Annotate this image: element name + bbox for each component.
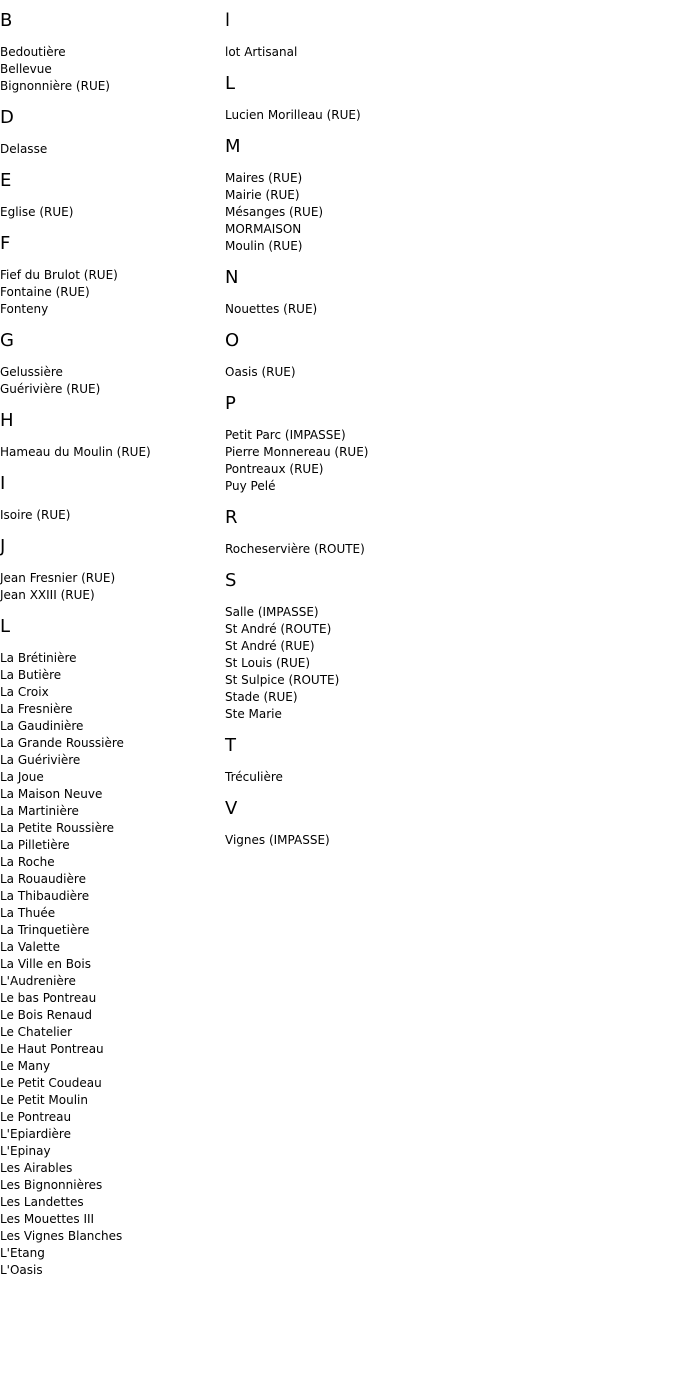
street-link[interactable]: Bedoutière [0,45,66,59]
street-link[interactable]: Fief du Brulot (RUE) [0,268,118,282]
letter-section [225,734,665,786]
street-list-item [0,854,220,871]
street-list [0,507,220,524]
street-list-item [225,832,665,849]
street-list-item [0,44,220,61]
street-list [0,364,220,398]
street-link[interactable]: Hameau du Moulin (RUE) [0,445,151,459]
street-link[interactable]: Bignonnière (RUE) [0,79,110,93]
street-link[interactable]: Petit Parc (IMPASSE) [225,428,346,442]
letter-section [225,569,665,723]
street-link[interactable]: St André (RUE) [225,639,315,653]
letter-section [225,72,665,124]
street-link[interactable]: Fonteny [0,302,49,316]
street-list-item [225,672,665,689]
street-list-item [225,638,665,655]
street-list-item [225,461,665,478]
street-link[interactable]: La Gaudinière [0,719,84,733]
street-index-right-column [225,9,665,860]
letter-section [225,266,665,318]
street-link[interactable]: La Pilletière [0,838,70,852]
letter-heading: I [0,473,6,494]
letter-heading: F [0,233,11,254]
street-link[interactable]: La Joue [0,770,44,784]
street-list-item [225,221,665,238]
letter-heading: M [225,136,241,157]
street-link[interactable]: St André (ROUTE) [225,622,332,636]
street-link[interactable]: Le Bois Renaud [0,1008,93,1022]
street-list-item [0,922,220,939]
street-list-item [225,204,665,221]
street-link[interactable]: MORMAISON [225,222,302,236]
street-link[interactable]: lot Artisanal [225,45,298,59]
letter-heading: V [225,798,238,819]
street-list-item [0,1245,220,1262]
street-list-item [0,1211,220,1228]
street-link[interactable]: Les Airables [0,1161,73,1175]
street-list [225,769,665,786]
street-link[interactable]: La Martinière [0,804,79,818]
street-link[interactable]: Jean XXIII (RUE) [0,588,95,602]
letter-heading: O [225,330,240,351]
street-link[interactable]: La Ville en Bois [0,957,91,971]
street-list-item [0,701,220,718]
street-link[interactable]: Vignes (IMPASSE) [225,833,330,847]
street-link[interactable]: Ste Marie [225,707,282,721]
street-link[interactable]: Moulin (RUE) [225,239,303,253]
street-link[interactable]: Les Landettes [0,1195,84,1209]
street-list-item [0,267,220,284]
street-list-item [0,684,220,701]
street-list-item [225,238,665,255]
street-list-item [0,939,220,956]
street-list-item [0,1262,220,1279]
street-list-item [0,381,220,398]
street-list-item [0,1126,220,1143]
letter-section [225,506,665,558]
letter-section [0,232,220,318]
street-list-item [225,706,665,723]
street-link[interactable]: La Fresnière [0,702,73,716]
street-list [225,541,665,558]
street-list-item [225,604,665,621]
street-list-item [225,44,665,61]
street-link[interactable]: La Grande Roussière [0,736,124,750]
letter-section [0,409,220,461]
street-link[interactable]: Bellevue [0,62,52,76]
street-list-item [0,364,220,381]
street-link[interactable]: Delasse [0,142,48,156]
letter-heading: S [225,570,237,591]
street-link[interactable]: Mésanges (RUE) [225,205,324,219]
street-list [225,301,665,318]
street-list-item [0,752,220,769]
street-link[interactable]: Mairie (RUE) [225,188,300,202]
street-link[interactable]: Les Bignonnières [0,1178,103,1192]
street-link[interactable]: L'Epinay [0,1144,51,1158]
street-list-item [0,1160,220,1177]
street-list-item [225,301,665,318]
street-link[interactable]: Le Pontreau [0,1110,72,1124]
street-link[interactable]: La Thibaudière [0,889,90,903]
street-list-item [0,1007,220,1024]
street-link[interactable]: Maires (RUE) [225,171,303,185]
street-list-item [0,871,220,888]
street-link[interactable]: Fontaine (RUE) [0,285,90,299]
letter-section [225,392,665,495]
street-list-item [0,973,220,990]
street-link[interactable]: Les Vignes Blanches [0,1229,123,1243]
letter-section [225,797,665,849]
street-list-item [0,786,220,803]
street-list [225,107,665,124]
street-list [0,204,220,221]
street-link[interactable]: Guérivière (RUE) [0,382,101,396]
street-list-item [0,888,220,905]
street-link[interactable]: La Thuée [0,906,56,920]
street-list-item [0,1194,220,1211]
street-link[interactable]: L'Etang [0,1246,45,1260]
street-list-item [0,650,220,667]
street-list-item [225,187,665,204]
street-list [0,650,220,1279]
street-list-item [0,141,220,158]
street-list-item [225,655,665,672]
street-link[interactable]: Nouettes (RUE) [225,302,318,316]
street-list [225,44,665,61]
street-list-item [225,427,665,444]
letter-section [0,9,220,95]
street-list-item [225,621,665,638]
street-list [0,267,220,318]
letter-heading: P [225,393,236,414]
letter-heading: J [0,536,6,557]
street-list [225,170,665,255]
street-link[interactable]: Le Petit Coudeau [0,1076,102,1090]
street-link[interactable]: L'Epiardière [0,1127,71,1141]
street-link[interactable]: Le Chatelier [0,1025,73,1039]
letter-section [0,106,220,158]
street-list [225,364,665,381]
street-list-item [0,1177,220,1194]
street-link[interactable]: Salle (IMPASSE) [225,605,319,619]
street-list-item [0,956,220,973]
street-link[interactable]: La Rouaudière [0,872,86,886]
letter-heading: L [0,616,11,637]
street-list [225,832,665,849]
street-link[interactable]: Le Petit Moulin [0,1093,88,1107]
street-link[interactable]: Pontreaux (RUE) [225,462,324,476]
letter-section [0,535,220,604]
street-link[interactable]: St Sulpice (ROUTE) [225,673,340,687]
street-link[interactable]: La Brétinière [0,651,77,665]
street-link[interactable]: Tréculière [225,770,283,784]
street-list-item [225,170,665,187]
street-link[interactable]: La Guérivière [0,753,81,767]
street-list-item [225,541,665,558]
street-list-item [0,507,220,524]
street-list-item [0,444,220,461]
street-list-item [0,301,220,318]
street-list [0,141,220,158]
street-list-item [0,1109,220,1126]
street-link[interactable]: Le Many [0,1059,51,1073]
letter-heading: l [225,10,231,31]
street-link[interactable]: L'Audrenière [0,974,76,988]
street-list-item [225,769,665,786]
street-list-item [0,820,220,837]
street-list [0,444,220,461]
street-list-item [0,570,220,587]
street-list-item [0,1024,220,1041]
street-link[interactable]: La Maison Neuve [0,787,103,801]
letter-section [0,329,220,398]
street-list [0,44,220,95]
letter-heading: R [225,507,238,528]
street-link[interactable]: St Louis (RUE) [225,656,311,670]
street-list-item [0,735,220,752]
street-list-item [0,769,220,786]
letter-section [225,9,665,61]
letter-section [0,615,220,1279]
letter-heading: N [225,267,239,288]
letter-heading: T [225,735,236,756]
street-list-item [0,803,220,820]
street-link[interactable]: Gelussière [0,365,63,379]
letter-section [225,329,665,381]
letter-section [0,472,220,524]
street-list-item [225,107,665,124]
street-link[interactable]: Lucien Morilleau (RUE) [225,108,361,122]
street-list-item [0,204,220,221]
street-list-item [225,444,665,461]
street-list-item [0,1041,220,1058]
street-link[interactable]: La Petite Roussière [0,821,115,835]
street-list-item [0,905,220,922]
letter-section [0,169,220,221]
street-link[interactable]: Puy Pelé [225,479,276,493]
street-link[interactable]: Jean Fresnier (RUE) [0,571,116,585]
street-link[interactable]: Eglise (RUE) [0,205,74,219]
street-list-item [0,587,220,604]
street-list [0,570,220,604]
street-link[interactable]: La Butière [0,668,62,682]
letter-heading: G [0,330,14,351]
street-link[interactable]: La Valette [0,940,60,954]
street-list-item [225,364,665,381]
street-list-item [0,78,220,95]
street-list-item [0,667,220,684]
letter-heading: L [225,73,236,94]
street-link[interactable]: Pierre Monnereau (RUE) [225,445,369,459]
street-list-item [0,61,220,78]
street-list-item [0,718,220,735]
street-link[interactable]: Le bas Pontreau [0,991,97,1005]
letter-section [225,135,665,255]
street-list-item [0,284,220,301]
street-link[interactable]: La Croix [0,685,49,699]
street-link[interactable]: Isoire (RUE) [0,508,71,522]
letter-heading: H [0,410,14,431]
street-link[interactable]: L'Oasis [0,1263,43,1277]
street-link[interactable]: Le Haut Pontreau [0,1042,104,1056]
letter-heading: E [0,170,12,191]
street-link[interactable]: Stade (RUE) [225,690,298,704]
street-link[interactable]: Rocheservière (ROUTE) [225,542,365,556]
street-link[interactable]: Les Mouettes III [0,1212,95,1226]
street-link[interactable]: Oasis (RUE) [225,365,296,379]
street-link[interactable]: La Roche [0,855,55,869]
street-list-item [0,1228,220,1245]
street-list-item [0,1092,220,1109]
letter-heading: B [0,10,13,31]
street-list-item [0,837,220,854]
street-list-item [225,689,665,706]
street-list-item [225,478,665,495]
street-list [225,604,665,723]
street-index-left-column [0,9,220,1290]
street-list-item [0,1058,220,1075]
street-list-item [0,990,220,1007]
street-list-item [0,1075,220,1092]
letter-heading: D [0,107,14,128]
street-list-item [0,1143,220,1160]
street-list [225,427,665,495]
street-link[interactable]: La Trinquetière [0,923,90,937]
